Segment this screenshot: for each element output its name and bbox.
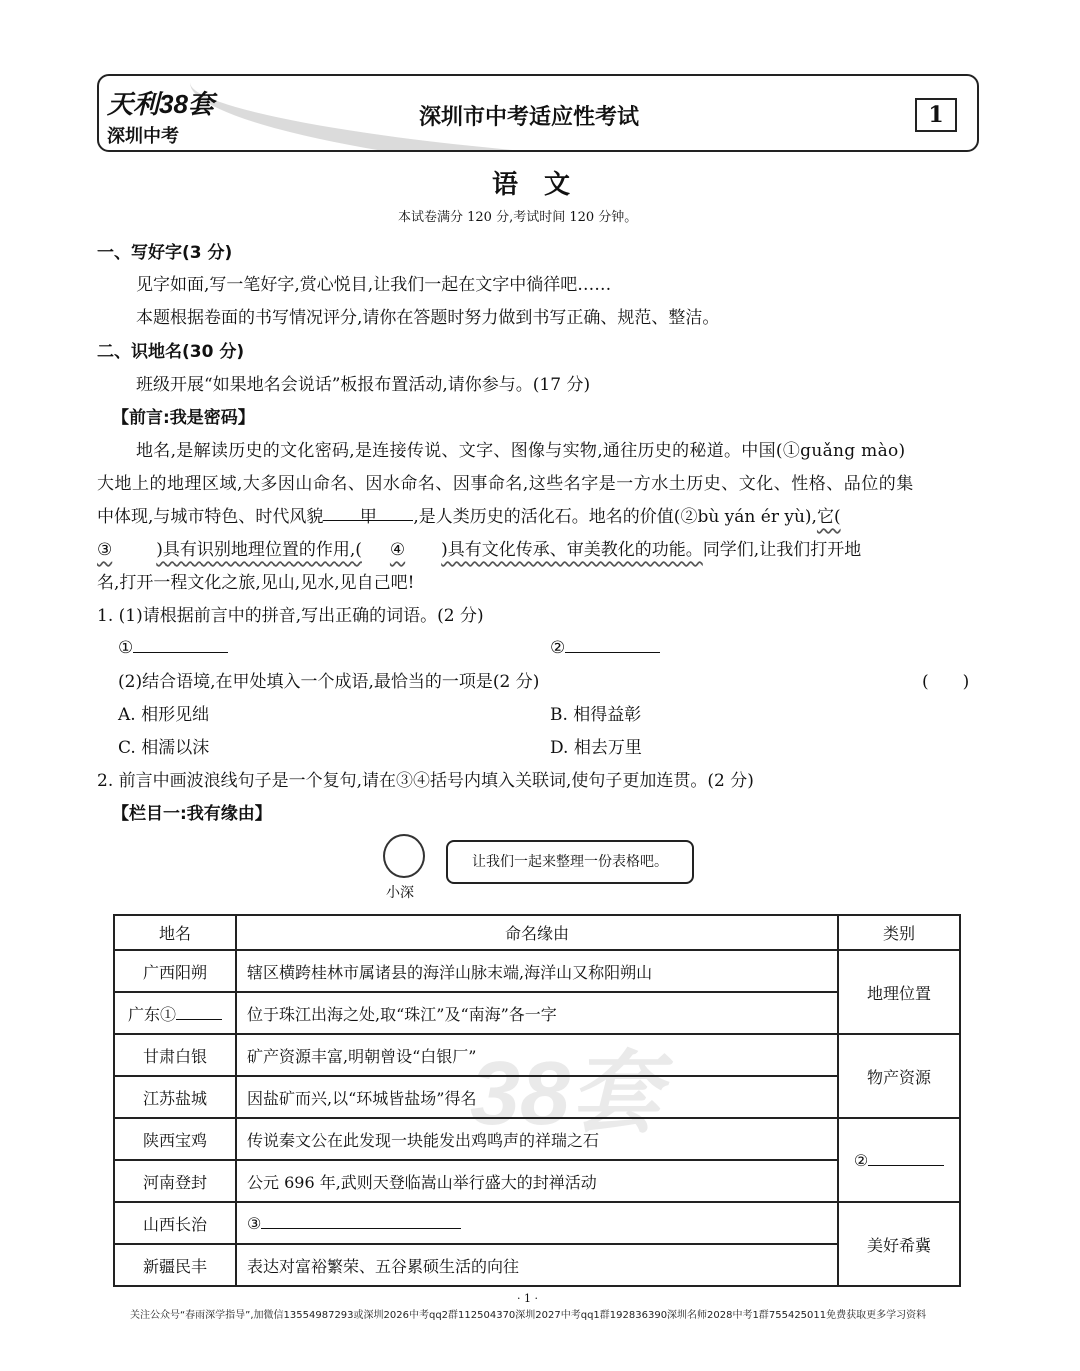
- category-cell-blank[interactable]: [838, 1118, 960, 1202]
- table-row: [114, 992, 960, 1034]
- table-header-row: [114, 915, 960, 950]
- publisher-logo: 天利38套: [107, 89, 214, 119]
- place-cell: 陕西宝鸡: [114, 1118, 236, 1160]
- preface-line: 地名,是解读历史的文化密码,是连接传说、文字、图像与实物,通往历史的秘道。中国(①guǎng mào): [136, 441, 906, 461]
- category-cell: 物产资源: [838, 1034, 960, 1118]
- reason-cell: 表达对富裕繁荣、五谷累硕生活的向往: [236, 1244, 838, 1286]
- reason-cell: 矿产资源丰富,明朝曾设“白银厂”: [236, 1034, 838, 1076]
- answer-line[interactable]: [176, 1005, 222, 1020]
- category-cell: 美好希冀: [838, 1202, 960, 1286]
- preface-line: [97, 535, 861, 560]
- option-d[interactable]: D. 相去万里: [550, 738, 642, 758]
- blank-4: ④: [389, 540, 406, 560]
- answer-line[interactable]: [133, 634, 228, 653]
- label: ②: [853, 1150, 869, 1170]
- question-2: 2. 前言中画波浪线句子是一个复句,请在③④括号内填入关联词,使句子更加连贯。(2 分): [97, 771, 754, 791]
- blank-jia: 甲: [323, 502, 413, 521]
- table-row: [114, 1244, 960, 1286]
- table-row: [114, 1160, 960, 1202]
- preface-title: 【前言:我是密码】: [112, 408, 255, 428]
- place-cell: 山西长治: [114, 1202, 236, 1244]
- table-row: [114, 1076, 960, 1118]
- answer-1[interactable]: [118, 634, 228, 658]
- section-1-title: 一、写好字(3 分): [97, 243, 233, 263]
- question-1-1: 1. (1)请根据前言中的拼音,写出正确的词语。(2 分): [97, 606, 484, 626]
- blank-3: ③: [97, 540, 113, 560]
- s1-paragraph: 本题根据卷面的书写情况评分,请你在答题时努力做到书写正确、规范、整洁。: [136, 308, 720, 328]
- preface-line: 大地上的地理区域,大多因山命名、因水命名、因事命名,这些名字是一方水土历史、文化、性格、品位的集: [97, 474, 914, 494]
- header-cell: 命名缘由: [236, 915, 838, 950]
- brand-label: 深圳中考: [107, 126, 179, 147]
- wavy-text: )具有文化传承、审美教化的功能。: [441, 540, 703, 560]
- page-number: · 1 ·: [517, 1292, 538, 1305]
- table-row: [114, 1202, 960, 1244]
- reason-cell: 辖区横跨桂林市属诸县的海洋山脉末端,海洋山又称阳朔山: [236, 950, 838, 992]
- reason-cell-blank[interactable]: [236, 1202, 838, 1244]
- place-cell: 广西阳朔: [114, 950, 236, 992]
- answer-line[interactable]: [261, 1214, 461, 1229]
- header-banner: [97, 74, 979, 152]
- reason-cell: 位于珠江出海之处,取“珠江”及“南海”各一字: [236, 992, 838, 1034]
- wavy-text: 它(: [816, 507, 841, 527]
- option-a[interactable]: A. 相形见绌: [118, 705, 210, 725]
- preface-line: 名,打开一程文化之旅,见山,见水,见自己吧!: [97, 573, 415, 593]
- s1-paragraph: 见字如面,写一笔好字,赏心悦目,让我们一起在文字中徜徉吧……: [136, 275, 612, 295]
- label: ①: [118, 638, 134, 658]
- category-cell: 地理位置: [838, 950, 960, 1034]
- header-cell: 地名: [114, 915, 236, 950]
- watermark-logo: 38套: [470, 1044, 661, 1144]
- label: 广东①: [127, 1004, 176, 1024]
- answer-paren[interactable]: ( ): [922, 672, 970, 692]
- exam-note: 本试卷满分 120 分,考试时间 120 分钟。: [398, 210, 638, 225]
- reason-cell: 传说秦文公在此发现一块能发出鸡鸣声的祥瑞之石: [236, 1118, 838, 1160]
- character-name: 小深: [386, 885, 414, 901]
- label: ③: [247, 1213, 262, 1233]
- reason-cell: 公元 696 年,武则天登临嵩山举行盛大的封禅活动: [236, 1160, 838, 1202]
- footer-note: 关注公众号“春雨深学指导”,加微信13554987293或深圳2026中考qq2群112504370深圳2027中考qq1群192836390深圳名师2028中考1群755425011免费获取更多学习资料: [130, 1310, 927, 1321]
- section-2-title: 二、识地名(30 分): [97, 342, 245, 362]
- question-1-2: (2)结合语境,在甲处填入一个成语,最恰当的一项是(2 分): [118, 672, 540, 692]
- table-row: [114, 1034, 960, 1076]
- option-c[interactable]: C. 相濡以沫: [118, 738, 210, 758]
- wavy-sentence: [97, 540, 703, 560]
- text: 同学们,让我们打开地: [702, 540, 862, 560]
- subject-title: 语 文: [492, 170, 571, 200]
- exam-title: 深圳市中考适应性考试: [419, 104, 640, 130]
- column-1-title: 【栏目一:我有缘由】: [112, 804, 272, 824]
- table-row: [114, 1118, 960, 1160]
- speech-bubble: 让我们一起来整理一份表格吧。: [446, 840, 694, 884]
- character-avatar-icon: [383, 834, 425, 878]
- answer-line[interactable]: [868, 1151, 944, 1166]
- place-cell: 河南登封: [114, 1160, 236, 1202]
- header-cell: 类别: [838, 915, 960, 950]
- label: ②: [550, 638, 566, 658]
- place-cell: 新疆民丰: [114, 1244, 236, 1286]
- option-b[interactable]: B. 相得益彰: [550, 705, 642, 725]
- wavy-text: )具有识别地理位置的作用,(: [156, 540, 362, 560]
- reason-cell: 因盐矿而兴,以“环城皆盐场”得名: [236, 1076, 838, 1118]
- paper-number: 1: [915, 98, 957, 132]
- text: ,是人类历史的活化石。地名的价值(②bù yán ér yù),: [413, 507, 817, 527]
- answer-line[interactable]: [565, 634, 660, 653]
- text: 中体现,与城市特色、时代风貌: [97, 507, 324, 527]
- table-row: [114, 950, 960, 992]
- s2-intro: 班级开展“如果地名会说话”板报布置活动,请你参与。(17 分): [136, 375, 591, 395]
- preface-line: [97, 502, 869, 527]
- place-cell: 江苏盐城: [114, 1076, 236, 1118]
- place-cell[interactable]: [114, 992, 236, 1034]
- place-cell: 甘肃白银: [114, 1034, 236, 1076]
- place-name-table: [113, 914, 961, 1287]
- answer-2[interactable]: [550, 634, 660, 658]
